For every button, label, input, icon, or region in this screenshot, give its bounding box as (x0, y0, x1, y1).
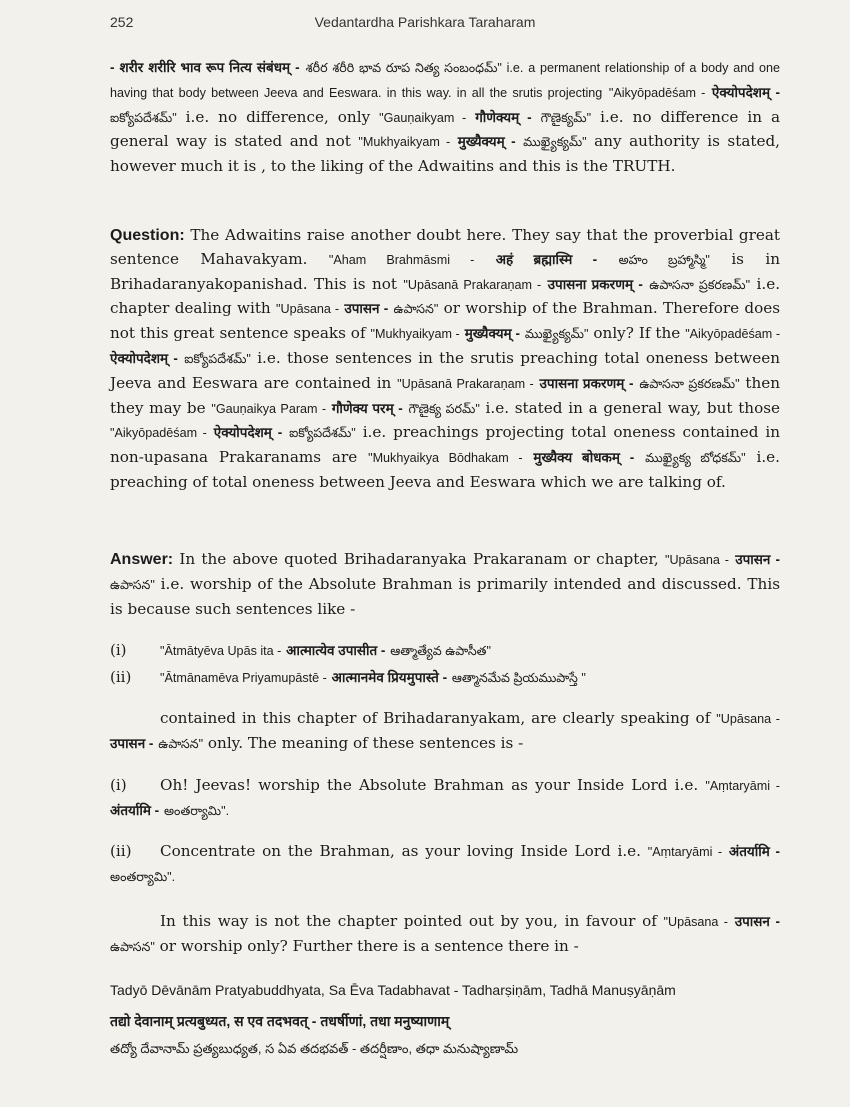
text: i.e. those sentences in the srutis preaching total oneness between Jeeva and Eeswara are contained in (110, 348, 781, 392)
telugu-text: గౌణైక్యమ్" (540, 110, 592, 125)
telugu-text: ఉపాసన" (110, 577, 155, 592)
paragraph-contained (110, 707, 780, 757)
list-number: (i) (110, 641, 127, 659)
telugu-text: అహం బ్రహ్మాస్మి" (618, 252, 710, 267)
telugu-text: ఉపాసన" (110, 939, 155, 954)
term: "Ātmānamēva Priyamupāstē - (160, 671, 327, 685)
devanagari-text: ऐक्योपदेशम् - (711, 84, 780, 100)
telugu-text: ఉపాసనా ప్రకరణమ్" (639, 376, 740, 391)
text: is in Brihadaranyakopanishad. This is not (110, 249, 781, 293)
term: "Upāsana - (663, 915, 728, 929)
text: then they may be (110, 373, 781, 417)
sentence-telugu: తద్యో దేవానామ్ ప్రత్యబుధ్యత, స ఏవ తదభవత్ - తదర్షీణాం, తధా మనుష్యాణామ్ (110, 1041, 519, 1056)
paragraph-answer (110, 548, 780, 621)
devanagari-text: अंतर्यामि - (728, 844, 781, 859)
term: "Aṃtaryāmi - (705, 779, 781, 793)
list-number: (ii) (110, 668, 132, 686)
devanagari-text: उपासन - (110, 735, 154, 751)
text: only. The meaning of these sentences is - (207, 733, 524, 752)
devanagari-text: उपासन - (344, 301, 389, 317)
term: "Aṃtaryāmi - (647, 845, 723, 859)
devanagari-text: आत्मानमेव प्रियमुपास्ते - (331, 670, 448, 685)
devanagari-text: आत्मात्येव उपासीत - (286, 643, 386, 658)
telugu-text: గౌణైక్య పరమ్" (408, 401, 480, 416)
devanagari-text: अहं ब्रह्मास्मि - (495, 251, 598, 267)
devanagari-text: उपासन - (734, 914, 781, 929)
telugu-text: ఉపాసన" (158, 736, 204, 751)
devanagari-text: अंतर्यामि - (110, 802, 160, 818)
devanagari-text: गौणेक्यम् - (475, 109, 532, 125)
term: "Upāsanā Prakaraṇam - (397, 376, 534, 391)
telugu-text: ఉపాసన" (393, 302, 439, 317)
term: "Gauṇaikya Param - (211, 401, 327, 416)
question-label: Question: (110, 227, 185, 244)
devanagari-text: - शरीर शरीरि भाव रूप नित्य संबंधम् - (110, 60, 300, 75)
text: In this way is not the chapter pointed out by you, in favour of (160, 912, 657, 930)
term: "Aikyōpadēśam - (685, 327, 781, 342)
devanagari-text: उपासना प्रकरणम् - (539, 375, 634, 391)
devanagari-text: उपासना प्रकरणम् - (547, 276, 643, 292)
paragraph-final (110, 910, 780, 960)
term: "Mukhyaikya Bōdhakam - (368, 451, 523, 466)
text: i.e. preachings projecting total oneness contained in non-upasana Prakaranams are (110, 423, 780, 467)
text: i.e. stated in a general way, but those (485, 398, 781, 417)
telugu-text: అంతర్యామి". (110, 869, 176, 884)
term: "Upāsana - (716, 712, 781, 726)
devanagari-text: ऐक्योपदेशम् - (110, 350, 178, 366)
list-item (110, 840, 780, 890)
text: The Adwaitins raise another doubt here. They say that the proverbial great sentence Mahavakyam. (110, 226, 781, 268)
devanagari-text: मुख्यैक्य बोधकम् - (533, 450, 635, 466)
telugu-text: అంతర్యామి". (163, 803, 230, 818)
text: i.e. no difference in a general way is stated and not (110, 107, 781, 151)
telugu-text: ఐక్యోపదేశమ్" (110, 110, 177, 125)
telugu-text: ఉపాసనా ప్రకరణమ్" (649, 277, 751, 292)
list-number: (ii) (110, 842, 132, 860)
page-number: 252 (110, 14, 134, 30)
term: "Aikyōpadēśam - (608, 85, 706, 100)
text: Concentrate on the Brahman, as your loving Inside Lord i.e. (160, 842, 641, 860)
telugu-text: ముఖ్యైక్య బోధకమ్" (645, 451, 746, 466)
list-item (110, 641, 491, 662)
term: "Upāsanā Prakaraṇam - (403, 277, 542, 292)
term: "Upāsana - (664, 553, 729, 567)
devanagari-text: उपासन - (735, 552, 781, 567)
term: "Ātmātyēva Upās ita - (160, 644, 282, 658)
running-header: Vedantardha Parishkara Taraharam (314, 14, 536, 30)
text: Oh! Jeevas! worship the Absolute Brahman as your Inside Lord i.e. (160, 776, 699, 794)
devanagari-text: मुख्यैक्यम् - (464, 326, 520, 342)
text: only? If the (593, 324, 681, 343)
paragraph-question (110, 224, 780, 495)
text: i.e. no difference, only (185, 107, 371, 126)
telugu-text: ఆత్మానమేవ ప్రియముపాస్తే " (451, 671, 586, 685)
term: "Mukhyaikyam - (370, 327, 460, 342)
paragraph-relationship (110, 56, 780, 179)
answer-label: Answer: (110, 551, 174, 568)
sentence-devanagari: तद्यो देवानाम् प्रत्यबुध्यत, स एव तदभवत् - तधर्षीणां, तधा मनुष्याणाम् (110, 1013, 450, 1029)
text: i.e. chapter dealing with (110, 274, 781, 318)
term: "Gauṇaikyam - (379, 110, 467, 125)
text: or worship only? Further there is a sentence there in - (159, 936, 579, 955)
list-item (110, 774, 780, 824)
text: or worship of the Brahman. Therefore does not this great sentence speaks of (110, 299, 781, 343)
devanagari-text: ऐक्योपदेशम् - (213, 425, 283, 441)
telugu-text: ఐక్యోపదేశమ్" (289, 426, 356, 441)
text: i.e. worship of the Absolute Brahman is primarily intended and discussed. This is because such sentences like - (110, 574, 780, 618)
telugu-text: ముఖ్యైక్యమ్" (523, 135, 587, 150)
list-item (110, 668, 586, 689)
text: In the above quoted Brihadaranyaka Prakaranam or chapter, (179, 550, 659, 568)
sentence-roman: Tadyō Dēvānām Pratyabuddhyata, Sa Ēva Tadabhavat - Tadharṣiṇām, Tadhā Manuṣyāṇām (110, 982, 676, 998)
devanagari-text: मुख्यैक्यम् - (457, 134, 516, 150)
telugu-text: ముఖ్యైక్యమ్" (524, 327, 589, 342)
term: "Aikyōpadēśam - (110, 426, 207, 441)
telugu-text: శరీర శరీరి భావ రూప నిత్య సంబంధమ్" i.e. a permanent relationship of a body and one having that body between Jeeva and Eeswara. in this way. in all the srutis projecting (110, 61, 780, 100)
devanagari-text: गौणेक्य परम् - (331, 400, 403, 416)
term: "Mukhyaikyam - (358, 135, 451, 150)
text: i.e. preaching of total oneness between Jeeva and Eeswara which we are talking of. (110, 448, 780, 491)
list-number: (i) (110, 776, 127, 794)
term: "Upāsana - (276, 302, 340, 317)
term: "Aham Brahmāsmi - (328, 252, 475, 267)
text: any authority is stated, however much it is , to the liking of the Adwaitins and this is the TRUTH. (110, 132, 781, 176)
telugu-text: ఐక్యోపదేశమ్" (184, 351, 251, 366)
telugu-text: ఆత్మాత్యేవ ఉపాసీత" (390, 644, 491, 658)
text: contained in this chapter of Brihadaranyakam, are clearly speaking of (160, 709, 711, 727)
